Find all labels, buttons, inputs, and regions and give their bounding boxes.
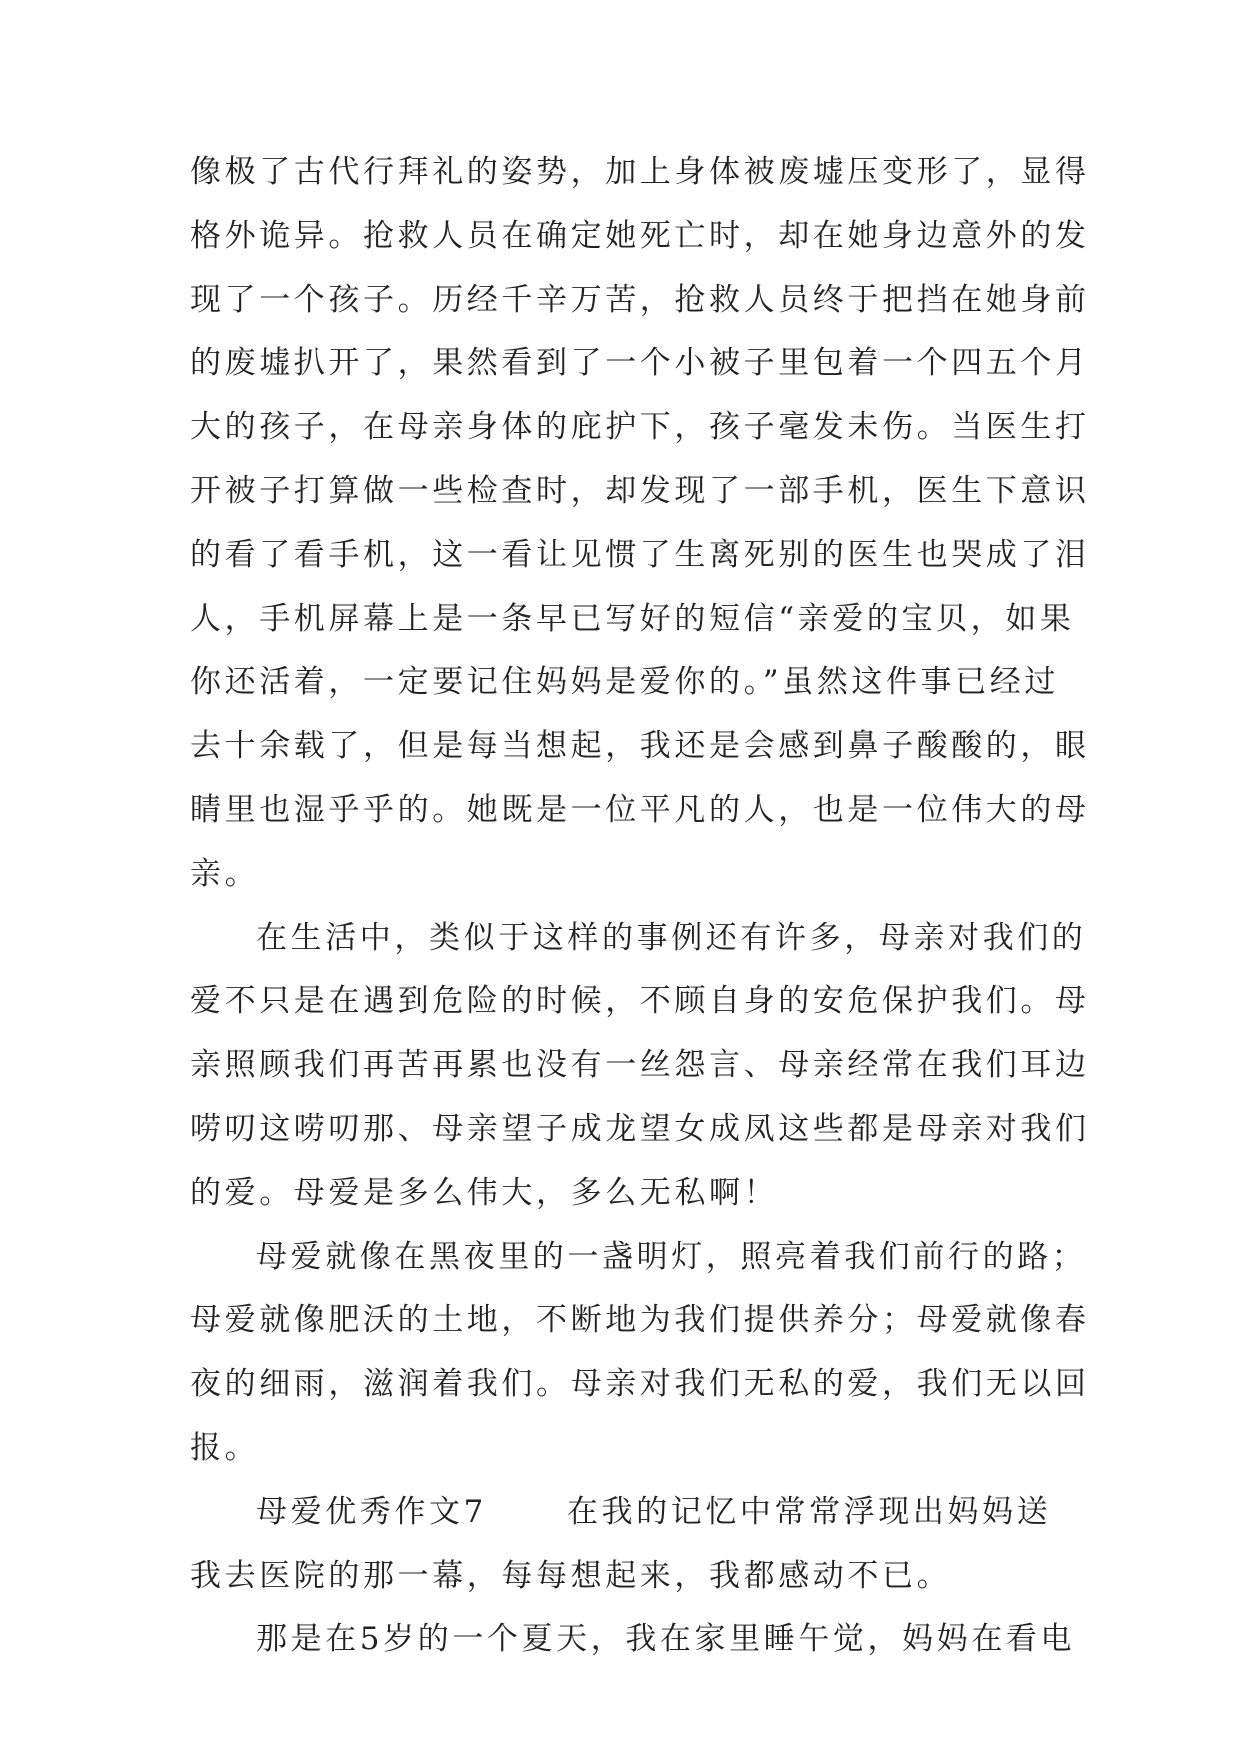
essay-heading: 母爱优秀作文7 <box>256 1493 487 1530</box>
text-line: 去十余载了，但是每当想起，我还是会感到鼻子酸酸的，眼 <box>190 728 1090 765</box>
text-line: 母爱就像在黑夜里的一盏明灯，照亮着我们前行的路； <box>256 1238 1087 1275</box>
text-line: 开被子打算做一些检查时，却发现了一部手机，医生下意识 <box>190 472 1090 509</box>
text-line: 那是在5岁的一个夏天，我在家里睡午觉，妈妈在看电 <box>256 1621 1076 1658</box>
text-line: 我去医院的那一幕，每每想起来，我都感动不已。 <box>190 1557 952 1594</box>
text-line: 的看了看手机，这一看让见惯了生离死别的医生也哭成了泪 <box>190 536 1090 573</box>
text-line: 睛里也湿乎乎的。她既是一位平凡的人，也是一位伟大的母 <box>190 791 1090 828</box>
text-line: 像极了古代行拜礼的姿势，加上身体被废墟压变形了，显得 <box>190 154 1090 190</box>
text-line: 你还活着，一定要记住妈妈是爱你的。”虽然这件事已经过 <box>190 664 1059 701</box>
text-line: 亲。 <box>190 855 260 892</box>
text-line: 格外诡异。抢救人员在确定她死亡时，却在她身边意外的发 <box>190 217 1090 254</box>
text-line <box>190 1481 1070 1545</box>
text-line: 现了一个孩子。历经千辛万苦，抢救人员终于把挡在她身前 <box>190 281 1090 318</box>
text-line: 唠叨这唠叨那、母亲望子成龙望女成凤这些都是母亲对我们 <box>190 1110 1090 1147</box>
paragraph-summer-day <box>190 1608 1076 1672</box>
text-line: 夜的细雨，滋润着我们。母亲对我们无私的爱，我们无以回 <box>190 1366 1090 1403</box>
paragraph-metaphors <box>190 1226 1090 1481</box>
document-page <box>190 141 1090 1672</box>
text-line: 大的孩子，在母亲身体的庇护下，孩子毫发未伤。当医生打 <box>190 409 1090 446</box>
text-line: 的废墟扒开了，果然看到了一个小被子里包着一个四五个月 <box>190 345 1090 382</box>
text-line: 爱不只是在遇到危险的时候，不顾自身的安危保护我们。母 <box>190 983 1090 1020</box>
text-line: 人，手机屏幕上是一条早已写好的短信“亲爱的宝贝，如果 <box>190 600 1075 637</box>
text-line: 的爱。母爱是多么伟大，多么无私啊！ <box>190 1174 779 1211</box>
paragraph-life-examples <box>190 907 1090 1226</box>
paragraph-essay-7-intro <box>190 1481 1070 1609</box>
text-line: 亲照顾我们再苦再累也没有一丝怨言、母亲经常在我们耳边 <box>190 1047 1090 1084</box>
text-line: 报。 <box>190 1429 260 1466</box>
text-segment: 在我的记忆中常常浮现出妈妈送 <box>566 1493 1052 1530</box>
paragraph-story-end <box>190 141 1090 907</box>
text-line: 在生活中，类似于这样的事例还有许多，母亲对我们的 <box>256 919 1087 956</box>
text-line: 母爱就像肥沃的土地，不断地为我们提供养分；母爱就像春 <box>190 1302 1090 1339</box>
